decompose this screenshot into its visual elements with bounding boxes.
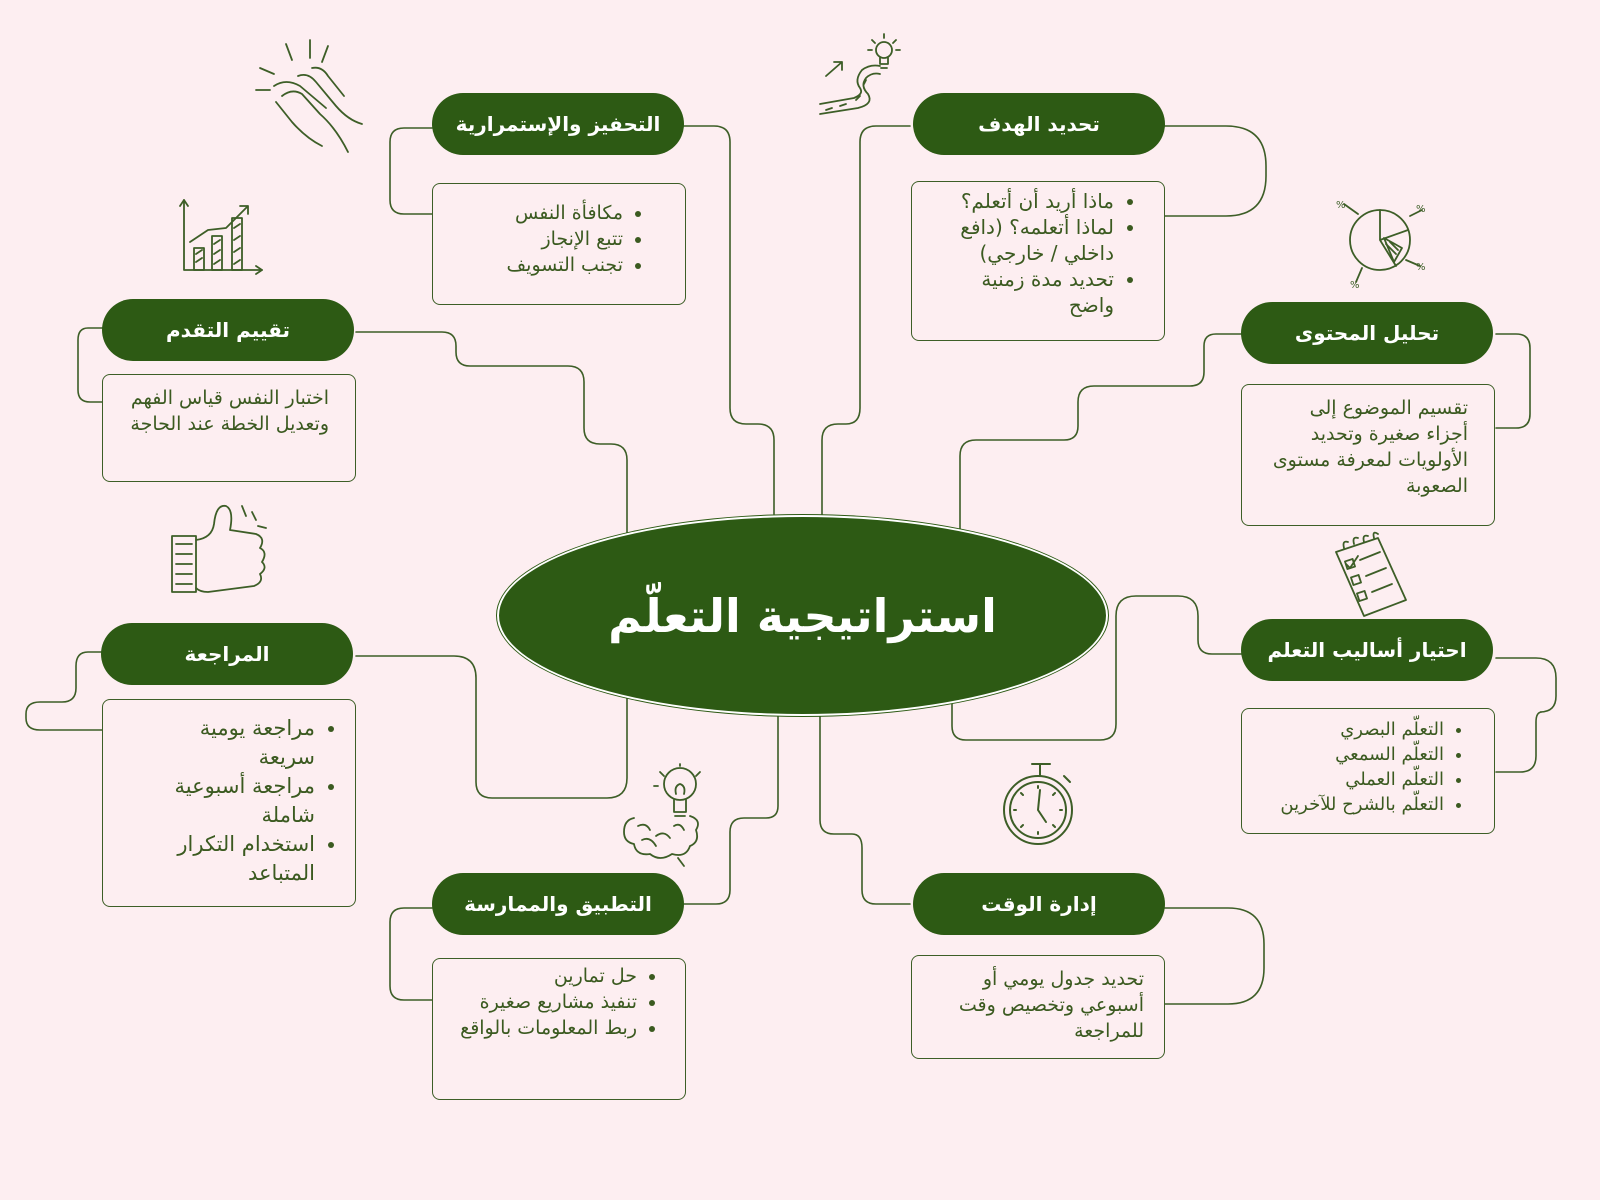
- svg-text:%: %: [1416, 262, 1426, 273]
- list-item: • حل تمارين: [443, 963, 637, 989]
- branch-practice-box: [432, 958, 686, 1100]
- list-item: • تجنب التسويف: [453, 252, 623, 278]
- list-item: • لماذا أتعلمه؟ (دافع داخلي / خارجي): [932, 214, 1114, 266]
- branch-content-text: تقسيم الموضوع إلى أجزاء صغيرة وتحديد الأولويات لمعرفة مستوى الصعوبة: [1272, 397, 1468, 497]
- branch-content-title: تحليل المحتوى: [1241, 302, 1493, 364]
- branch-methods-box: [1241, 708, 1495, 834]
- list-item: • مكافأة النفس: [453, 200, 623, 226]
- svg-text:%: %: [1336, 200, 1346, 211]
- checklist-icon: [1330, 532, 1410, 622]
- branch-motivation-title: التحفيز والإستمرارية: [432, 93, 684, 155]
- svg-text:%: %: [1416, 204, 1426, 215]
- branch-progress-title: تقييم التقدم: [102, 299, 354, 361]
- stopwatch-icon: [1000, 760, 1076, 848]
- branch-content-box: [1241, 384, 1495, 526]
- branch-review-title: المراجعة: [101, 623, 353, 685]
- branch-progress-box: [102, 374, 356, 482]
- list-item: • مراجعة أسبوعية شاملة: [139, 772, 315, 830]
- list-item: • التعلّم البصري: [1250, 717, 1444, 742]
- branch-time-text: تحديد جدول يومي أو أسبوعي وتخصيص وقت للمراجعة: [958, 968, 1144, 1042]
- branch-review-list: [139, 714, 339, 888]
- list-item: • التعلّم العملي: [1250, 767, 1444, 792]
- branch-goal-title: تحديد الهدف: [913, 93, 1165, 155]
- pie-chart-icon: [1336, 196, 1426, 291]
- branch-motivation-list: [453, 200, 647, 278]
- branch-methods-list: [1250, 717, 1468, 817]
- bar-chart-icon: [176, 198, 264, 274]
- list-item: • تتبع الإنجاز: [453, 226, 623, 252]
- branch-goal-box: [911, 181, 1165, 341]
- branch-progress-text: اختبار النفس قياس الفهم وتعديل الخطة عند الحاجة: [130, 387, 329, 435]
- center-title: استراتيجية التعلّم: [497, 515, 1108, 716]
- list-item: • تحديد مدة زمنية واضح: [932, 266, 1114, 318]
- list-item: • مراجعة يومية سريعة: [139, 714, 315, 772]
- branch-methods-title: احتيار أساليب التعلم: [1241, 619, 1493, 681]
- branch-practice-list: [443, 963, 661, 1041]
- list-item: • استخدام التكرار المتباعد: [139, 830, 315, 888]
- list-item: • التعلّم السمعي: [1250, 742, 1444, 767]
- list-item: • تنفيذ مشاريع صغيرة: [443, 989, 637, 1015]
- branch-time-title: إدارة الوقت: [913, 873, 1165, 935]
- brain-lightbulb-icon: [620, 764, 712, 868]
- branch-goal-list: [932, 188, 1138, 318]
- clapping-hands-icon: [252, 38, 368, 156]
- branch-practice-title: التطبيق والممارسة: [432, 873, 684, 935]
- branch-time-box: [911, 955, 1165, 1059]
- list-item: • التعلّم بالشرح للآخرين: [1250, 792, 1444, 817]
- svg-text:%: %: [1350, 280, 1360, 291]
- list-item: • ربط المعلومات بالواقع: [443, 1015, 637, 1041]
- list-item: • ماذا أريد أن أتعلم؟: [932, 188, 1114, 214]
- thumbs-up-icon: [168, 500, 272, 600]
- branch-motivation-box: [432, 183, 686, 305]
- branch-review-box: [102, 699, 356, 907]
- road-lightbulb-icon: [818, 34, 906, 120]
